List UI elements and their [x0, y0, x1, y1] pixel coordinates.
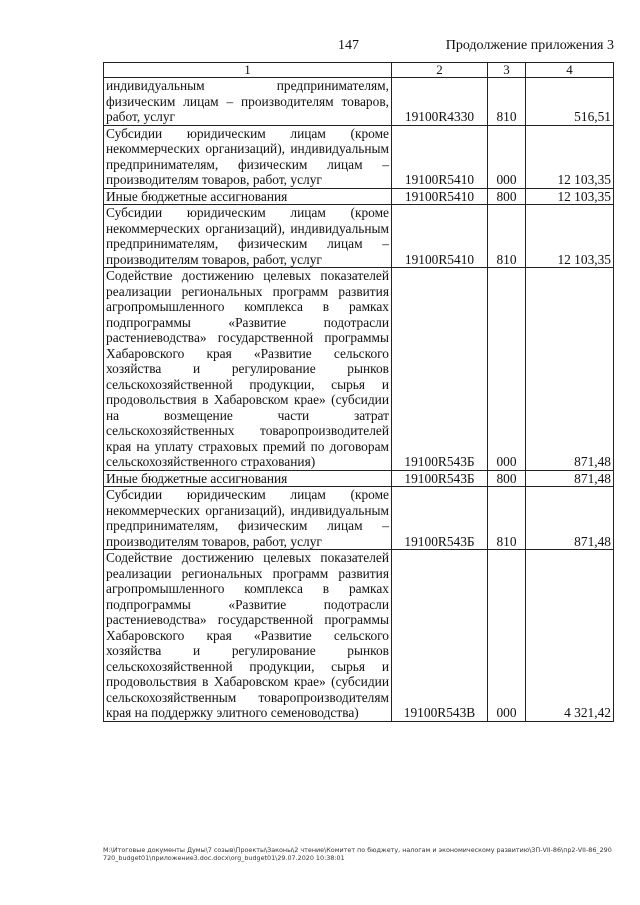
row-name: Субсидии юридическим лицам (кроме некоммерческих организаций), индивидуальным предпринимателям, физическим лицам – производителям товаров, работ, услуг: [104, 205, 392, 268]
document-file-path: M:\Итоговые документы Думы\7 созыв\Проекты\Законы\2 чтение\Комитет по бюджету, налогам и экономическому развитию\ЗП-VII-86\пр2-VII-86_290720_budget01\приложение3.doc.docx\org_budget01\29.07.2020 10:38:01: [103, 846, 612, 862]
row-target-code: 19100R4330: [392, 78, 488, 126]
table-row: [104, 125, 614, 188]
table-row: [104, 78, 614, 126]
row-expense-type: 810: [488, 205, 526, 268]
row-name: Субсидии юридическим лицам (кроме некоммерческих организаций), индивидуальным предпринимателям, физическим лицам – производителям товаров, работ, услуг: [104, 487, 392, 550]
row-expense-type: 000: [488, 268, 526, 471]
row-expense-type: 800: [488, 470, 526, 487]
row-name: Иные бюджетные ассигнования: [104, 188, 392, 205]
row-expense-type: 810: [488, 78, 526, 126]
appendix-continuation-label: Продолжение приложения 3: [445, 38, 614, 53]
column-header: 1: [104, 63, 392, 78]
row-amount: 871,48: [526, 470, 614, 487]
row-expense-type: 000: [488, 550, 526, 722]
row-target-code: 19100R543Б: [392, 268, 488, 471]
page-number: 147: [338, 38, 359, 53]
row-amount: 12 103,35: [526, 125, 614, 188]
row-expense-type: 810: [488, 487, 526, 550]
row-name: Содействие достижению целевых показателей реализации региональных программ развития агропромышленного комплекса в рамках подпрограммы «Развитие подотрасли растениеводства» государственной программы Хабаровского края «Развитие сельского хозяйства и регулирование рынков сельскохозяйственной продукции, сырья и продовольствия в Хабаровском крае» (субсидии на возмещение части затрат сельскохозяйственных товаропроизводителей края на уплату страховых премий по договорам сельскохозяйственного страхования): [104, 268, 392, 471]
row-amount: 871,48: [526, 268, 614, 471]
row-target-code: 19100R5410: [392, 205, 488, 268]
row-amount: 516,51: [526, 78, 614, 126]
table-row: [104, 487, 614, 550]
row-amount: 4 321,42: [526, 550, 614, 722]
row-target-code: 19100R543В: [392, 550, 488, 722]
row-name: индивидуальным предпринимателям, физическим лицам – производителям товаров, работ, услуг: [104, 78, 392, 126]
row-name: Иные бюджетные ассигнования: [104, 470, 392, 487]
table-header-row: [104, 63, 614, 78]
row-target-code: 19100R5410: [392, 125, 488, 188]
row-expense-type: 800: [488, 188, 526, 205]
column-header: 3: [488, 63, 526, 78]
row-name: Содействие достижению целевых показателей реализации региональных программ развития агропромышленного комплекса в рамках подпрограммы «Развитие подотрасли растениеводства» государственной программы Хабаровского края «Развитие сельского хозяйства и регулирование рынков сельскохозяйственной продукции, сырья и продовольствия в Хабаровском крае» (субсидии сельскохозяйственным товаропроизводителям края на поддержку элитного семеноводства): [104, 550, 392, 722]
row-target-code: 19100R543Б: [392, 470, 488, 487]
row-target-code: 19100R5410: [392, 188, 488, 205]
table-row: [104, 188, 614, 205]
table-row: [104, 550, 614, 722]
table-row: [104, 205, 614, 268]
column-header: 2: [392, 63, 488, 78]
row-name: Субсидии юридическим лицам (кроме некоммерческих организаций), индивидуальным предпринимателям, физическим лицам – производителям товаров, работ, услуг: [104, 125, 392, 188]
column-header: 4: [526, 63, 614, 78]
table-row: [104, 470, 614, 487]
row-amount: 871,48: [526, 487, 614, 550]
row-amount: 12 103,35: [526, 188, 614, 205]
budget-table: [103, 62, 614, 722]
table-row: [104, 268, 614, 471]
row-target-code: 19100R543Б: [392, 487, 488, 550]
row-expense-type: 000: [488, 125, 526, 188]
row-amount: 12 103,35: [526, 205, 614, 268]
